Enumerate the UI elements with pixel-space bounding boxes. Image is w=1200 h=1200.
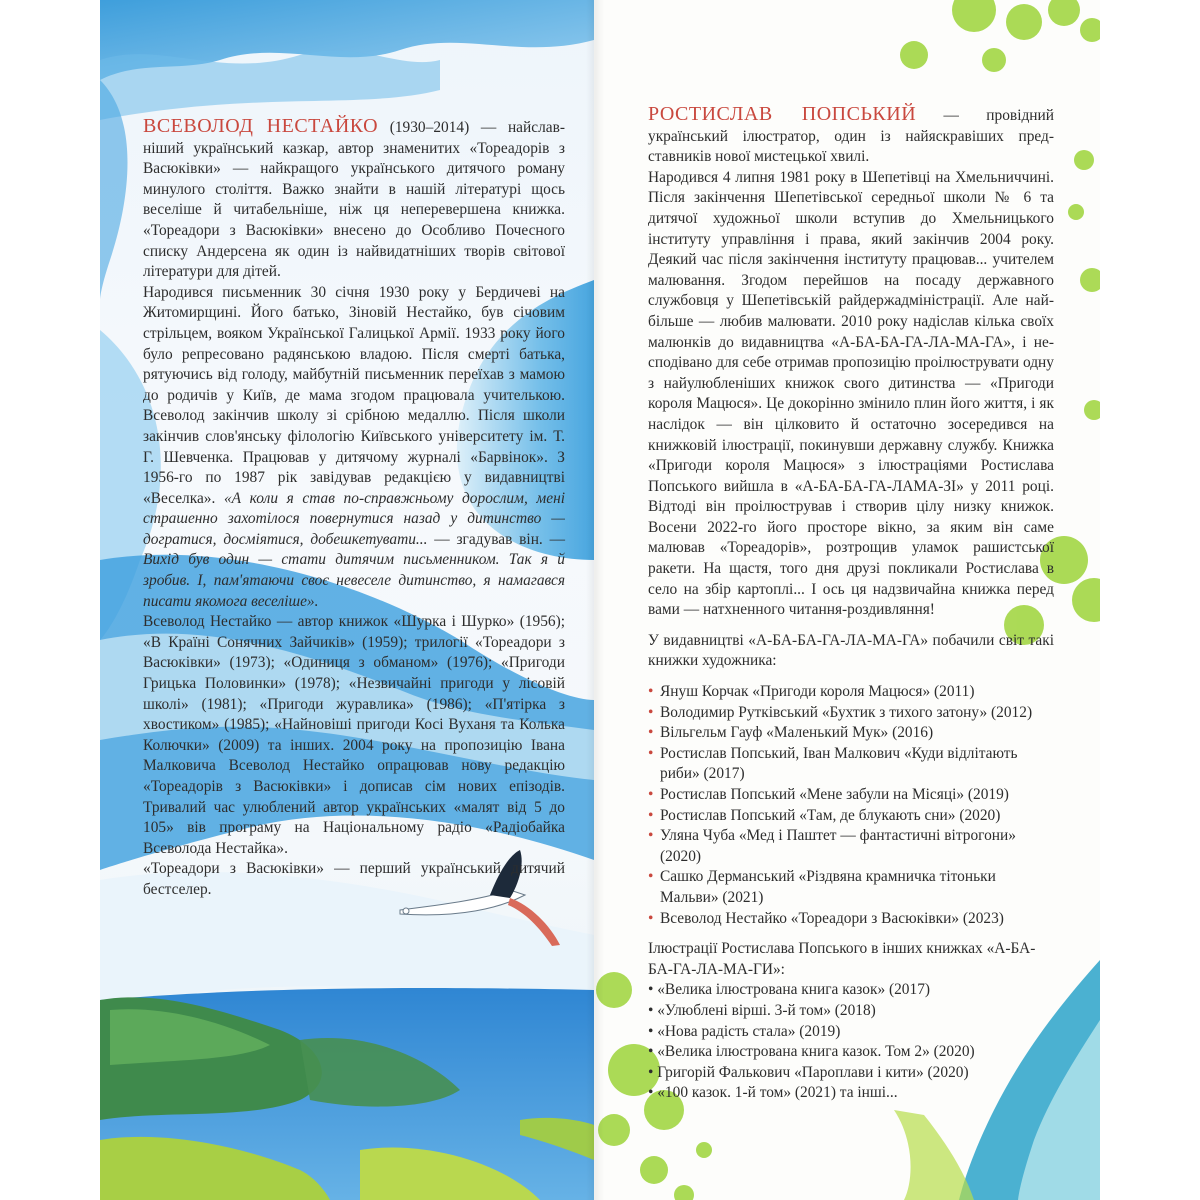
list-item: • Ростислав Попський, Іван Малкович «Куди відлітають риби» (2017) <box>648 744 1054 785</box>
list-item: • Ростислав Попський «Мене забули на Місяці» (2019) <box>648 785 1054 806</box>
other-books-intro: Ілюстрації Ростислава Попського в інших книжках «А-БА-БА-ГА-ЛА-МА-ГИ»: <box>648 940 1036 978</box>
list-item: • «Улюблені вірші. 3-й том» (2018) <box>648 1001 876 1019</box>
popskyi-intro-text: — провідний український ілюстратор, один із найяскравіших представників нової мистецької хвилі. <box>648 107 1055 166</box>
nestaiko-books: Всеволод Нестайко — автор книжок «Шурка і Шурко» (1956); «В Країні Сонячних Зайчиків» (1959); трилогії «Тореадори з Васюківки» (1973); «Одиниця з обманом» (1976); «Пригоди Грицька Половинки» (1978); «Незвичайні пригоди у лісовій школі» (1981); «Пригоди журавлика» (1986); «П'ятірка з хвостиком» (1985); «Найновіші пригоди Косі Вуханя та Колька Колючки» (2009) та інших. 2004 року на пропозицію Івана Малковича Всеволод Нестайко опрацював нову редакцію «Тореадорів з Васюківки» і дописав сім нових епізодів. Тривалий час улюблений автор українських «малят від 5 до 105» вів програму на Національному радіо «Радіобайка Всеволода Нестайка». <box>143 613 565 857</box>
nestaiko-quote-1: «А коли я став по-справжньому дорослим, мені страшенно захотілося повернутися назад у дитинство — догратися, досміятися, добешкетувати... <box>143 489 565 548</box>
green-blot <box>640 1156 668 1184</box>
nestaiko-biography-text: Народився письменник 30 січня 1930 року у Бердичеві на Житомирщині. Його батько, Зіновій Нестайко, був січовим стрільцем, вояком Української Галицької Армії. 1933 року його було репресовано радянською владою. Після смерті батька, рятуючись від голоду, майбутній письменник переїхав з мамою до родичів у Київ, де мама згодом працювала учителькою. Всеволод закінчив школу зі срібною медаллю. Після школи закінчив слов'янську філологію Київського університету ім. Т. Г. Шевченка. Працював у дитячому журналі «Барвінок». З 1956-го по 1987 рік завідував редакцією у видавництві «Веселка». <box>143 283 565 507</box>
green-blot <box>1080 268 1100 292</box>
list-item: • Володимир Рутківський «Бухтик з тихого затону» (2012) <box>648 703 1054 724</box>
list-item: • «Нова радість стала» (2019) <box>648 1022 841 1040</box>
list-item: • Вільгельм Гауф «Маленький Мук» (2016) <box>648 723 1054 744</box>
list-item: • Григорій Фалькович «Пароплави і кити» (2020) <box>648 1063 969 1081</box>
green-blot <box>1006 4 1042 40</box>
author-name-nestaiko: ВСЕВОЛОД НЕСТАЙКО <box>143 115 379 137</box>
books-list <box>648 682 1054 929</box>
list-item: • Сашко Дерманський «Різдвяна крамничка тітоньки Мальви» (2021) <box>648 867 1054 908</box>
green-blot <box>696 1142 712 1158</box>
green-blot <box>1080 18 1100 42</box>
list-item: • Всеволод Нестайко «Тореадори з Васюківки» (2023) <box>648 909 1054 930</box>
nestaiko-said: — згадував він. — <box>427 530 565 548</box>
list-item: • Уляна Чуба «Мед і Паштет — фантастичні вітрогони» (2020) <box>648 826 1054 867</box>
list-item: • «Велика ілюстрована книга казок. Том 2» (2020) <box>648 1043 975 1061</box>
green-blot <box>900 41 928 69</box>
nestaiko-quote-2: Вихід був один — стати дитячим письменником. Так я й зробив. І, пам'ятаючи своє невеселе дитинство, я намагався писати якомога веселіше». <box>143 551 565 610</box>
green-blot <box>1068 204 1084 220</box>
nestaiko-bestseller: «Тореадори з Васюківки» — перший український дитячий бестселер. <box>143 860 565 898</box>
popskyi-intro <box>648 104 1054 168</box>
grass-wash <box>894 1110 974 1200</box>
green-blot <box>1074 150 1094 170</box>
right-column-text <box>648 104 1054 1104</box>
author-name-popskyi: РОСТИСЛАВ ПОПСЬКИЙ <box>648 103 917 125</box>
green-blot <box>952 0 996 32</box>
book-gutter <box>586 0 604 1200</box>
nestaiko-intro-text: (1930–2014) — найславніший український казкар, автор знаменитих «Тореадорів з Васюківки» — найкращого українського дитячого роману минулого століття. Важко знайти в нашій літературі щось веселіше й читабельніше, ніж ця неперевершена книжка. «Тореадори з Васюківки» внесено до Особливо Почесного списку Андерсена як один із найвидатніших творів світової літератури для дітей. <box>143 119 565 281</box>
books-intro: У видавництві «А-БА-БА-ГА-ЛА-МА-ГА» побачили світ такі книжки художника: <box>648 631 1054 670</box>
green-blot <box>1072 578 1100 622</box>
green-blot <box>982 48 1006 72</box>
list-item: • Януш Корчак «Пригоди короля Мацюся» (2011) <box>648 682 1054 703</box>
green-blot <box>674 1185 694 1200</box>
green-blot <box>1084 400 1100 420</box>
nestaiko-biography <box>143 283 565 613</box>
popskyi-biography: Народився 4 липня 1981 року в Шепетівці на Хмельниччині. Після закінчення Шепетівської середньої школи № 6 та дитячої художньої школи вступив до Хмельницького інституту управління і права, який закінчив 2004 року. Деякий час після закінчення інституту працював... учителем малювання. Згодом перейшов на посаду державного службовця у Шепетівській райдержадміністрації. Але найбільше — любив малювати. 2010 року надіслав кілька своїх малюнків до видавництва «А-БА-БА-ГА-ЛА-МА-ГА», і несподівано для себе отримав пропозицію проілюструвати одну з найулюбленіших книжок свого дитинства — «Пригоди короля Мацюся». Це докорінно змінило плин його життя, і як наслідок — він цілковито й остаточно зосередився на книжковій ілюстрації, покинувши державну службу. Книжка «Пригоди короля Мацюся» з ілюстраціями Ростислава Попського вийшла в «А-БА-БА-ГА-ЛАМА-ЗІ» у 2011 році. Відтоді він проілюстрував і створив цілу низку книжок. Восени 2022-го його просторе вікно, за яким він саме малював «Тореадорів», розтрощив уламок рашистської ракети. На щастя, того дня друзі покликали Ростислава в село на збір картоплі... І ось ця надзвичайна книжка перед вами — натхненного читання-роздивляння! <box>648 168 1054 619</box>
green-blot <box>1048 0 1080 26</box>
left-column-text <box>143 116 565 901</box>
nestaiko-intro <box>143 116 565 283</box>
list-item: • «100 казок. 1-й том» (2021) та інші... <box>648 1084 898 1102</box>
list-item: • «Велика ілюстрована книга казок» (2017) <box>648 981 931 999</box>
sky-stroke <box>100 51 440 120</box>
other-books-list <box>648 980 1054 1104</box>
list-item: • Ростислав Попський «Там, де блукають сни» (2020) <box>648 806 1054 827</box>
